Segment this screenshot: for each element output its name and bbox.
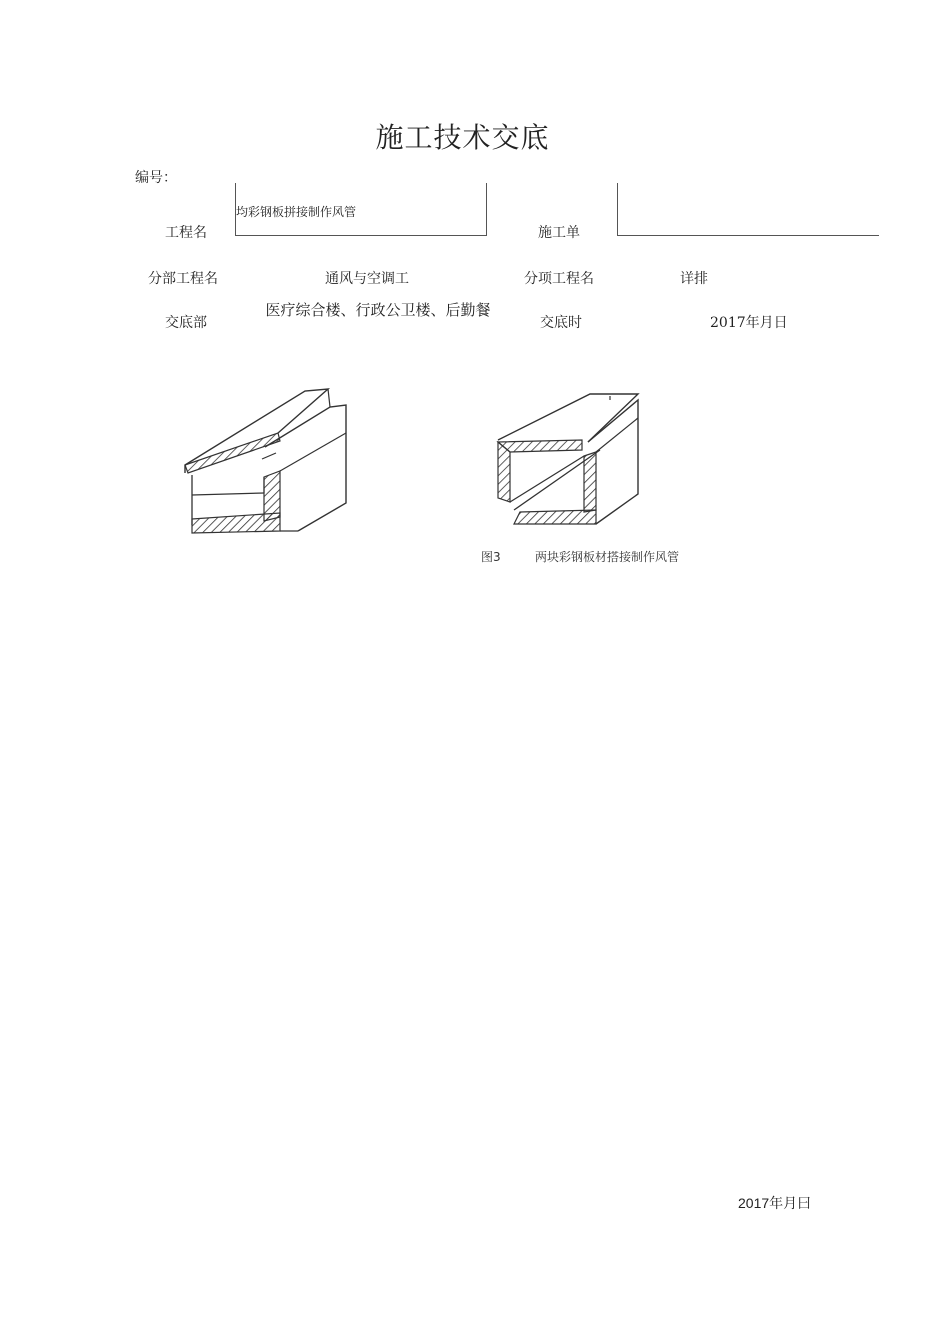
table-border: [617, 183, 618, 236]
disclosure-time-label: 交底时: [540, 315, 582, 331]
table-border: [486, 183, 487, 236]
disclosure-dept-value: 医疗综合楼、行政公卫楼、后勤餐: [265, 301, 491, 319]
subdivision-label: 分项工程名: [524, 271, 594, 287]
duct-seam-figure-right: [490, 390, 650, 530]
footer-date: 2017年月曰: [738, 1195, 812, 1211]
page-title: 施工技术交底: [375, 121, 550, 154]
number-label: 编号：: [135, 170, 177, 186]
table-border: [617, 235, 879, 236]
project-name-value: 均彩钢板拼接制作风管: [236, 205, 357, 219]
division-label: 分部工程名: [148, 271, 218, 287]
disclosure-dept-label: 交底部: [165, 315, 207, 331]
subdivision-value: 详排: [680, 271, 708, 287]
contractor-label: 施工单: [538, 225, 580, 241]
figure-3-caption: 两块彩钢板材搭接制作风管: [535, 550, 680, 564]
project-name-label: 工程名: [165, 225, 207, 241]
division-value: 通风与空调工: [325, 271, 409, 287]
duct-seam-figure-left: [180, 385, 355, 535]
figure-3-number: 图3: [481, 550, 501, 564]
table-border: [235, 235, 487, 236]
disclosure-time-value: 2017年月日: [710, 315, 788, 331]
